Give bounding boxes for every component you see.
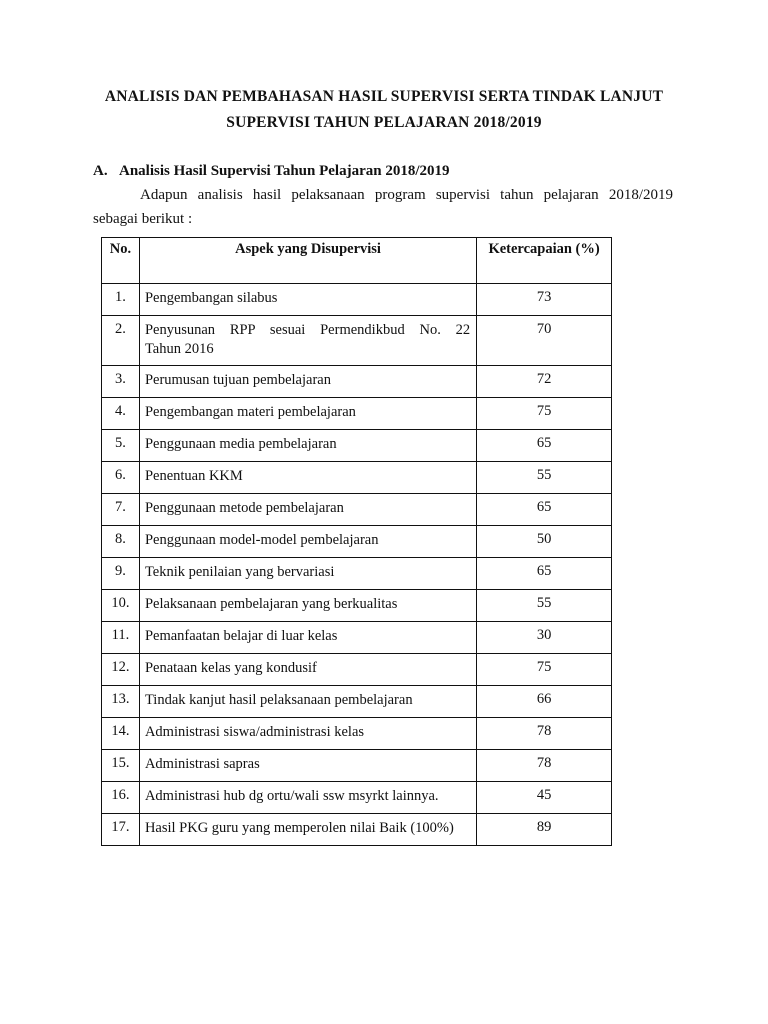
row-value: 72 xyxy=(477,366,612,398)
row-value: 75 xyxy=(477,654,612,686)
row-aspect: Pemanfaatan belajar di luar kelas xyxy=(139,622,476,654)
supervision-results-table xyxy=(101,237,612,846)
row-aspect: Penggunaan media pembelajaran xyxy=(139,430,476,462)
row-value: 55 xyxy=(477,462,612,494)
row-number: 12. xyxy=(102,654,140,686)
row-number: 16. xyxy=(102,782,140,814)
intro-paragraph-line-2: sebagai berikut : xyxy=(93,211,193,227)
row-number: 17. xyxy=(102,814,140,846)
row-aspect-line-2: Tahun 2016 xyxy=(144,341,214,357)
row-aspect: Pengembangan materi pembelajaran xyxy=(139,398,476,430)
table-row xyxy=(102,622,612,654)
row-number: 14. xyxy=(102,718,140,750)
row-value: 50 xyxy=(477,526,612,558)
row-value: 78 xyxy=(477,750,612,782)
document-title-line-2: SUPERVISI TAHUN PELAJARAN 2018/2019 xyxy=(226,114,542,131)
table-row xyxy=(102,398,612,430)
row-aspect: Hasil PKG guru yang memperolen nilai Baik (100%) xyxy=(139,814,476,846)
row-value: 66 xyxy=(477,686,612,718)
table-row xyxy=(102,814,612,846)
table-header-row xyxy=(102,238,612,284)
row-value: 45 xyxy=(477,782,612,814)
row-number: 11. xyxy=(102,622,140,654)
row-number: 2. xyxy=(102,316,140,366)
row-aspect: Perumusan tujuan pembelajaran xyxy=(139,366,476,398)
document-title-line-1: ANALISIS DAN PEMBAHASAN HASIL SUPERVISI SERTA TINDAK LANJUT xyxy=(104,88,664,105)
table-row xyxy=(102,316,612,366)
row-aspect: Pelaksanaan pembelajaran yang berkualitas xyxy=(139,590,476,622)
row-number: 7. xyxy=(102,494,140,526)
row-number: 1. xyxy=(102,284,140,316)
row-aspect: Administrasi siswa/administrasi kelas xyxy=(139,718,476,750)
row-number: 4. xyxy=(102,398,140,430)
row-value: 89 xyxy=(477,814,612,846)
row-value: 65 xyxy=(477,558,612,590)
row-aspect-line-1: Penyusunan RPP sesuai Permendikbud No. 22 xyxy=(144,322,471,338)
row-aspect: Administrasi sapras xyxy=(139,750,476,782)
table-row xyxy=(102,590,612,622)
row-aspect: Administrasi hub dg ortu/wali ssw msyrkt lainnya. xyxy=(139,782,476,814)
section-heading xyxy=(93,163,450,180)
table-row xyxy=(102,494,612,526)
row-aspect: Penentuan KKM xyxy=(139,462,476,494)
row-aspect xyxy=(139,316,476,366)
row-aspect: Penggunaan metode pembelajaran xyxy=(139,494,476,526)
table-row xyxy=(102,430,612,462)
row-value: 30 xyxy=(477,622,612,654)
header-aspect: Aspek yang Disupervisi xyxy=(139,238,476,284)
table-row xyxy=(102,718,612,750)
row-aspect: Penataan kelas yang kondusif xyxy=(139,654,476,686)
header-achievement: Ketercapaian (%) xyxy=(477,238,612,284)
table-row xyxy=(102,686,612,718)
row-number: 13. xyxy=(102,686,140,718)
row-value: 65 xyxy=(477,430,612,462)
row-number: 3. xyxy=(102,366,140,398)
row-value: 55 xyxy=(477,590,612,622)
header-no: No. xyxy=(102,238,140,284)
row-number: 5. xyxy=(102,430,140,462)
row-aspect: Penggunaan model-model pembelajaran xyxy=(139,526,476,558)
table-row xyxy=(102,782,612,814)
table-row xyxy=(102,284,612,316)
section-title: Analisis Hasil Supervisi Tahun Pelajaran 2018/2019 xyxy=(119,163,450,179)
table-row xyxy=(102,366,612,398)
row-value: 75 xyxy=(477,398,612,430)
row-number: 10. xyxy=(102,590,140,622)
row-value: 78 xyxy=(477,718,612,750)
row-value: 70 xyxy=(477,316,612,366)
row-number: 6. xyxy=(102,462,140,494)
table-row xyxy=(102,526,612,558)
row-aspect: Teknik penilaian yang bervariasi xyxy=(139,558,476,590)
table-row xyxy=(102,654,612,686)
table-row xyxy=(102,558,612,590)
row-aspect: Tindak kanjut hasil pelaksanaan pembelajaran xyxy=(139,686,476,718)
row-value: 73 xyxy=(477,284,612,316)
row-aspect: Pengembangan silabus xyxy=(139,284,476,316)
intro-paragraph-line-1: Adapun analisis hasil pelaksanaan program supervisi tahun pelajaran 2018/2019 xyxy=(140,187,673,203)
table-row xyxy=(102,462,612,494)
row-number: 9. xyxy=(102,558,140,590)
row-number: 15. xyxy=(102,750,140,782)
row-number: 8. xyxy=(102,526,140,558)
table-row xyxy=(102,750,612,782)
row-value: 65 xyxy=(477,494,612,526)
section-number: A. xyxy=(93,163,108,179)
